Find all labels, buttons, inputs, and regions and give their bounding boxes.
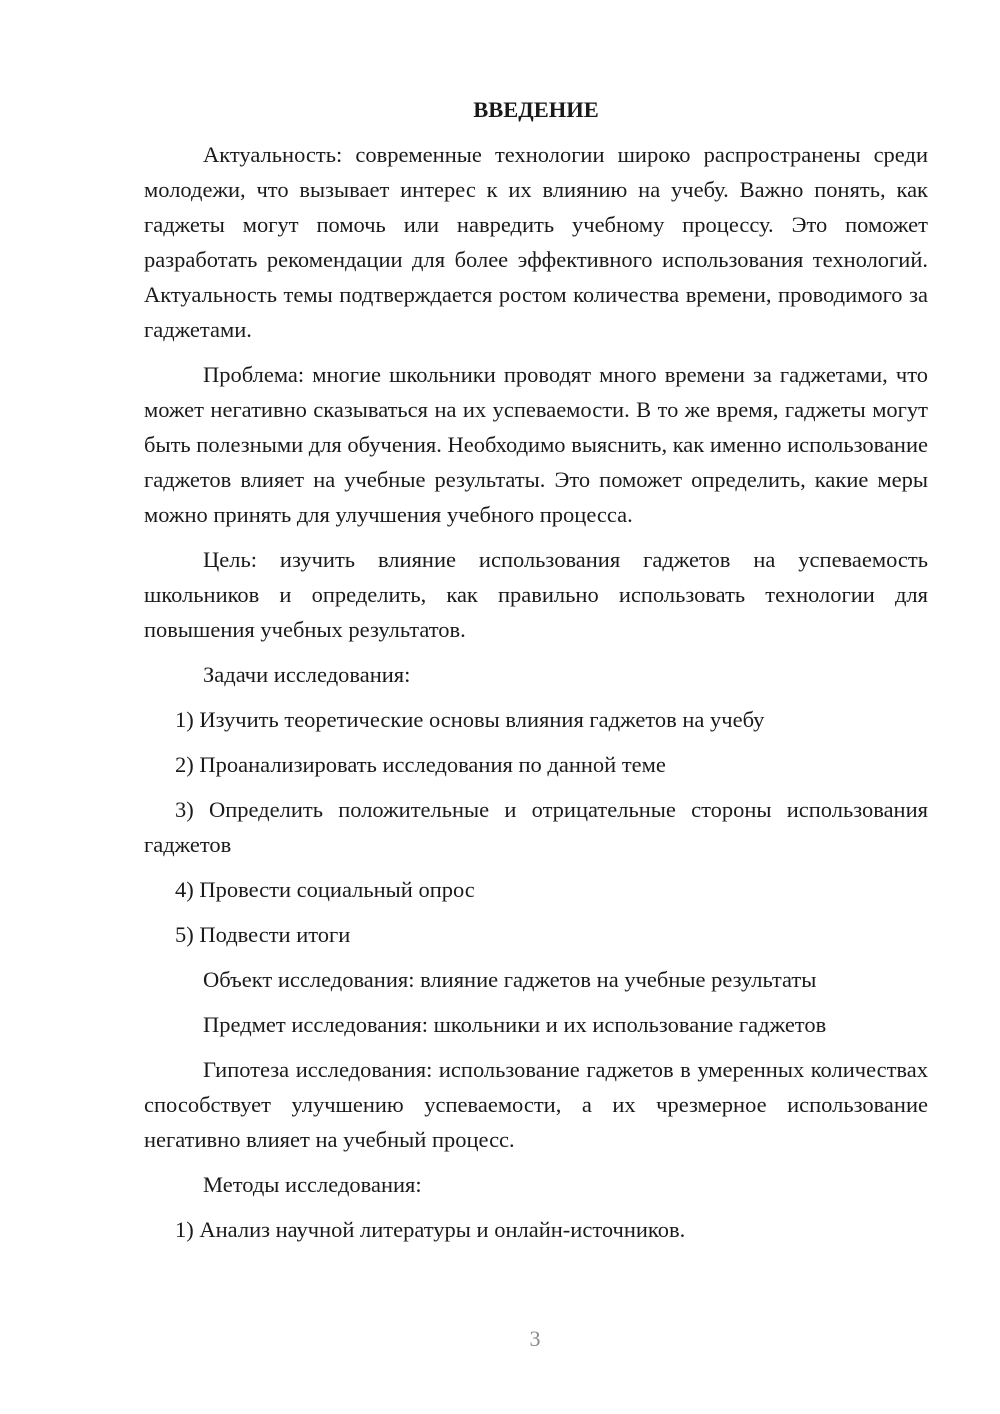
page-content <box>144 92 928 1257</box>
goal-paragraph: Цель: изучить влияние использования гаджетов на успеваемость школьников и определить, как правильно использовать технологии для повышения учебных результатов. <box>144 547 928 642</box>
tasks-heading: Задачи исследования: <box>203 662 411 687</box>
object-line: Объект исследования: влияние гаджетов на учебные результаты <box>203 967 817 992</box>
section-title: ВВЕДЕНИЕ <box>473 97 599 122</box>
task-item: 1) Изучить теоретические основы влияния гаджетов на учебу <box>175 707 765 732</box>
task-item: 4) Провести социальный опрос <box>175 877 475 902</box>
method-item: 1) Анализ научной литературы и онлайн-источников. <box>175 1217 686 1242</box>
relevance-paragraph: Актуальность: современные технологии широко распространены среди молодежи, что вызывает интерес к их влиянию на учебу. Важно понять, как гаджеты могут помочь или навредить учебному процессу. Это поможет разработать рекомендации для более эффективного использования технологий. Актуальность темы подтверждается ростом количества времени, проводимого за гаджетами. <box>144 142 928 342</box>
page-number: 3 <box>529 1326 541 1351</box>
problem-paragraph: Проблема: многие школьники проводят много времени за гаджетами, что может негативно сказываться на их успеваемости. В то же время, гаджеты могут быть полезными для обучения. Необходимо выяснить, как именно использование гаджетов влияет на учебные результаты. Это поможет определить, какие меры можно принять для улучшения учебного процесса. <box>144 362 928 527</box>
task-item: 5) Подвести итоги <box>175 922 351 947</box>
task-item: 3) Определить положительные и отрицательные стороны использования гаджетов <box>144 797 928 857</box>
methods-heading: Методы исследования: <box>203 1172 422 1197</box>
task-item: 2) Проанализировать исследования по данной теме <box>175 752 666 777</box>
hypothesis-paragraph: Гипотеза исследования: использование гаджетов в умеренных количествах способствует улучшению успеваемости, а их чрезмерное использование негативно влияет на учебный процесс. <box>144 1057 928 1152</box>
subject-line: Предмет исследования: школьники и их использование гаджетов <box>203 1012 827 1037</box>
